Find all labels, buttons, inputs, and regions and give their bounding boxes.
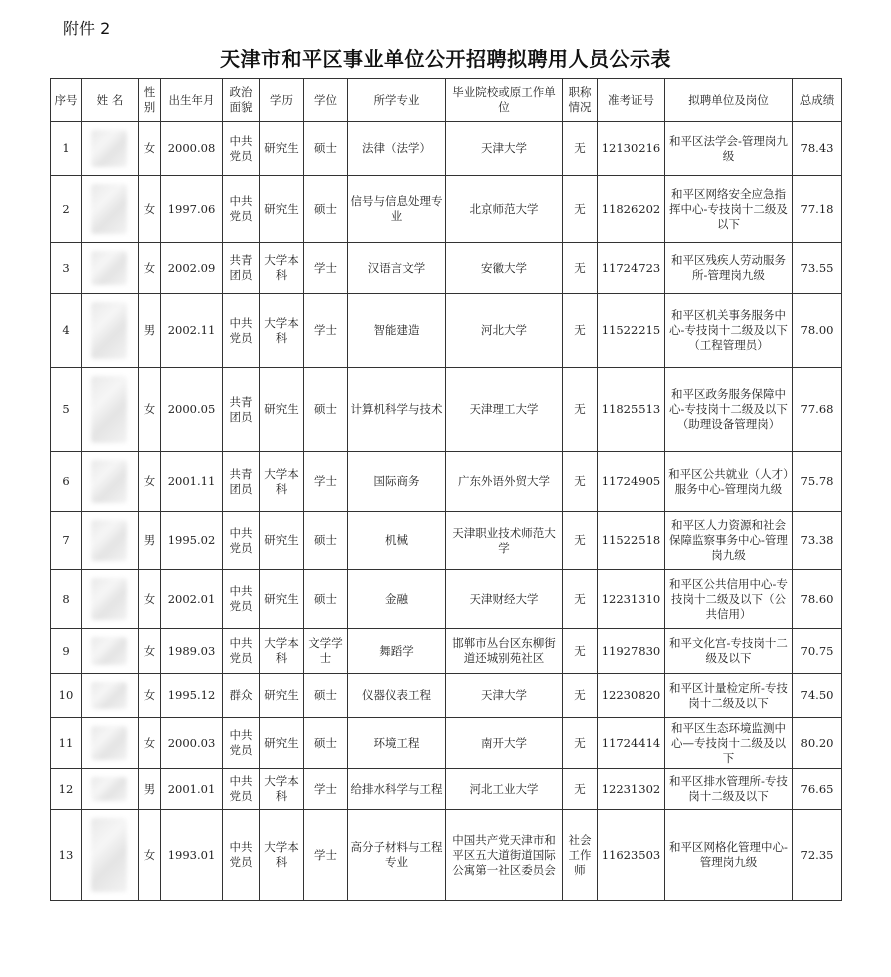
cell-major: 高分子材料与工程专业 [348, 810, 446, 901]
cell-politics: 共青团员 [223, 243, 260, 294]
cell-title-status: 社会工作师 [563, 810, 598, 901]
cell-birth: 2002.11 [161, 294, 223, 368]
cell-birth: 2001.11 [161, 452, 223, 512]
redacted-name-blur [91, 818, 127, 892]
cell-gender: 女 [139, 176, 161, 243]
cell-title-status: 无 [563, 452, 598, 512]
table-row [51, 718, 842, 769]
document-title: 天津市和平区事业单位公开招聘拟聘用人员公示表 [220, 47, 671, 71]
cell-education: 大学本科 [260, 243, 304, 294]
cell-politics: 中共党员 [223, 629, 260, 674]
cell-birth: 1995.02 [161, 512, 223, 570]
cell-gender: 男 [139, 769, 161, 810]
cell-education: 研究生 [260, 368, 304, 452]
redacted-name-blur [91, 184, 127, 234]
cell-politics: 中共党员 [223, 512, 260, 570]
cell-position: 和平区公共信用中心-专技岗十二级及以下（公共信用） [665, 570, 793, 629]
cell-school: 广东外语外贸大学 [446, 452, 563, 512]
cell-education: 大学本科 [260, 769, 304, 810]
cell-name-redacted [82, 810, 139, 901]
cell-degree: 硕士 [304, 718, 348, 769]
cell-score: 70.75 [793, 629, 842, 674]
cell-seq: 5 [51, 368, 82, 452]
cell-education: 大学本科 [260, 452, 304, 512]
cell-name-redacted [82, 368, 139, 452]
cell-position: 和平文化宫-专技岗十二级及以下 [665, 629, 793, 674]
cell-seq: 13 [51, 810, 82, 901]
cell-school: 天津职业技术师范大学 [446, 512, 563, 570]
cell-gender: 女 [139, 810, 161, 901]
redacted-name-blur [91, 682, 127, 709]
cell-name-redacted [82, 769, 139, 810]
cell-politics: 中共党员 [223, 294, 260, 368]
cell-school: 中国共产党天津市和平区五大道街道国际公寓第一社区委员会 [446, 810, 563, 901]
cell-title-status: 无 [563, 122, 598, 176]
redacted-name-blur [91, 520, 127, 561]
cell-politics: 中共党员 [223, 122, 260, 176]
redacted-name-blur [91, 251, 127, 285]
cell-position: 和平区机关事务服务中心-专技岗十二级及以下（工程管理员） [665, 294, 793, 368]
cell-birth: 1995.12 [161, 674, 223, 718]
table-row [51, 368, 842, 452]
cell-gender: 男 [139, 512, 161, 570]
header-birth: 出生年月 [161, 79, 223, 122]
cell-name-redacted [82, 243, 139, 294]
cell-title-status: 无 [563, 512, 598, 570]
cell-title-status: 无 [563, 674, 598, 718]
cell-gender: 女 [139, 674, 161, 718]
cell-position: 和平区生态环境监测中心—专技岗十二级及以下 [665, 718, 793, 769]
header-score: 总成绩 [793, 79, 842, 122]
table-row [51, 674, 842, 718]
cell-exam-no: 12130216 [598, 122, 665, 176]
redacted-name-blur [91, 302, 127, 359]
table-row [51, 512, 842, 570]
applicant-table [50, 78, 842, 901]
cell-degree: 学士 [304, 294, 348, 368]
cell-school: 北京师范大学 [446, 176, 563, 243]
cell-gender: 女 [139, 570, 161, 629]
redacted-name-blur [91, 726, 127, 760]
redacted-name-blur [91, 777, 127, 801]
header-exam-no: 准考证号 [598, 79, 665, 122]
cell-birth: 2000.08 [161, 122, 223, 176]
cell-name-redacted [82, 122, 139, 176]
cell-education: 研究生 [260, 512, 304, 570]
cell-degree: 硕士 [304, 368, 348, 452]
cell-school: 天津理工大学 [446, 368, 563, 452]
cell-name-redacted [82, 570, 139, 629]
cell-name-redacted [82, 674, 139, 718]
cell-score: 72.35 [793, 810, 842, 901]
cell-politics: 中共党员 [223, 176, 260, 243]
attachment-label: 附件 2 [63, 19, 111, 38]
header-major: 所学专业 [348, 79, 446, 122]
cell-major: 给排水科学与工程 [348, 769, 446, 810]
cell-score: 73.55 [793, 243, 842, 294]
cell-education: 研究生 [260, 176, 304, 243]
table-row [51, 122, 842, 176]
cell-name-redacted [82, 718, 139, 769]
header-degree: 学位 [304, 79, 348, 122]
cell-education: 研究生 [260, 674, 304, 718]
cell-school: 天津财经大学 [446, 570, 563, 629]
cell-school: 南开大学 [446, 718, 563, 769]
cell-school: 邯郸市丛台区东柳街道还城别苑社区 [446, 629, 563, 674]
cell-major: 国际商务 [348, 452, 446, 512]
cell-score: 76.65 [793, 769, 842, 810]
cell-degree: 硕士 [304, 122, 348, 176]
header-gender: 性别 [139, 79, 161, 122]
cell-degree: 学士 [304, 769, 348, 810]
cell-seq: 12 [51, 769, 82, 810]
cell-position: 和平区法学会-管理岗九级 [665, 122, 793, 176]
cell-school: 河北大学 [446, 294, 563, 368]
header-seq: 序号 [51, 79, 82, 122]
cell-degree: 学士 [304, 243, 348, 294]
redacted-name-blur [91, 637, 127, 665]
cell-exam-no: 11522518 [598, 512, 665, 570]
cell-position: 和平区网格化管理中心-管理岗九级 [665, 810, 793, 901]
cell-degree: 硕士 [304, 512, 348, 570]
cell-gender: 女 [139, 629, 161, 674]
cell-politics: 中共党员 [223, 718, 260, 769]
cell-major: 智能建造 [348, 294, 446, 368]
table-header-row [51, 79, 842, 122]
cell-gender: 男 [139, 294, 161, 368]
cell-exam-no: 12230820 [598, 674, 665, 718]
cell-score: 78.00 [793, 294, 842, 368]
cell-education: 大学本科 [260, 629, 304, 674]
cell-score: 77.18 [793, 176, 842, 243]
header-education: 学历 [260, 79, 304, 122]
cell-score: 77.68 [793, 368, 842, 452]
cell-exam-no: 11623503 [598, 810, 665, 901]
cell-exam-no: 12231302 [598, 769, 665, 810]
cell-score: 78.43 [793, 122, 842, 176]
header-school: 毕业院校或原工作单位 [446, 79, 563, 122]
cell-birth: 2000.05 [161, 368, 223, 452]
cell-title-status: 无 [563, 294, 598, 368]
cell-position: 和平区公共就业（人才）服务中心-管理岗九级 [665, 452, 793, 512]
cell-exam-no: 11724414 [598, 718, 665, 769]
cell-education: 研究生 [260, 718, 304, 769]
cell-birth: 2001.01 [161, 769, 223, 810]
cell-major: 环境工程 [348, 718, 446, 769]
table-row [51, 452, 842, 512]
cell-seq: 6 [51, 452, 82, 512]
cell-exam-no: 11927830 [598, 629, 665, 674]
cell-politics: 共青团员 [223, 452, 260, 512]
cell-position: 和平区人力资源和社会保障监察事务中心-管理岗九级 [665, 512, 793, 570]
cell-major: 舞蹈学 [348, 629, 446, 674]
cell-exam-no: 11724723 [598, 243, 665, 294]
table-row [51, 570, 842, 629]
cell-score: 80.20 [793, 718, 842, 769]
cell-politics: 中共党员 [223, 810, 260, 901]
table-body [51, 122, 842, 901]
cell-title-status: 无 [563, 176, 598, 243]
table-row [51, 294, 842, 368]
cell-title-status: 无 [563, 629, 598, 674]
cell-birth: 2002.01 [161, 570, 223, 629]
cell-title-status: 无 [563, 243, 598, 294]
cell-score: 73.38 [793, 512, 842, 570]
redacted-name-blur [91, 460, 127, 503]
cell-seq: 4 [51, 294, 82, 368]
cell-score: 74.50 [793, 674, 842, 718]
cell-position: 和平区政务服务保障中心-专技岗十二级及以下（助理设备管理岗） [665, 368, 793, 452]
cell-seq: 8 [51, 570, 82, 629]
cell-birth: 1989.03 [161, 629, 223, 674]
cell-exam-no: 11825513 [598, 368, 665, 452]
cell-exam-no: 12231310 [598, 570, 665, 629]
cell-gender: 女 [139, 122, 161, 176]
cell-seq: 11 [51, 718, 82, 769]
cell-seq: 9 [51, 629, 82, 674]
cell-exam-no: 11826202 [598, 176, 665, 243]
cell-school: 天津大学 [446, 122, 563, 176]
redacted-name-blur [91, 578, 127, 620]
cell-gender: 女 [139, 452, 161, 512]
cell-degree: 学士 [304, 810, 348, 901]
cell-position: 和平区计量检定所-专技岗十二级及以下 [665, 674, 793, 718]
cell-birth: 1997.06 [161, 176, 223, 243]
cell-birth: 1993.01 [161, 810, 223, 901]
cell-seq: 3 [51, 243, 82, 294]
cell-seq: 7 [51, 512, 82, 570]
cell-degree: 硕士 [304, 176, 348, 243]
table-row [51, 810, 842, 901]
cell-degree: 硕士 [304, 570, 348, 629]
cell-score: 75.78 [793, 452, 842, 512]
cell-politics: 中共党员 [223, 570, 260, 629]
table-row [51, 629, 842, 674]
cell-title-status: 无 [563, 718, 598, 769]
cell-education: 研究生 [260, 122, 304, 176]
cell-school: 安徽大学 [446, 243, 563, 294]
header-title-status: 职称情况 [563, 79, 598, 122]
header-name: 姓 名 [82, 79, 139, 122]
cell-title-status: 无 [563, 570, 598, 629]
cell-seq: 10 [51, 674, 82, 718]
cell-name-redacted [82, 294, 139, 368]
cell-position: 和平区残疾人劳动服务所-管理岗九级 [665, 243, 793, 294]
cell-education: 大学本科 [260, 810, 304, 901]
cell-education: 研究生 [260, 570, 304, 629]
cell-exam-no: 11724905 [598, 452, 665, 512]
cell-birth: 2002.09 [161, 243, 223, 294]
cell-school: 天津大学 [446, 674, 563, 718]
cell-gender: 女 [139, 368, 161, 452]
table-row [51, 176, 842, 243]
cell-name-redacted [82, 512, 139, 570]
cell-degree: 硕士 [304, 674, 348, 718]
cell-seq: 2 [51, 176, 82, 243]
cell-score: 78.60 [793, 570, 842, 629]
cell-politics: 群众 [223, 674, 260, 718]
cell-major: 计算机科学与技术 [348, 368, 446, 452]
redacted-name-blur [91, 130, 127, 167]
cell-major: 仪器仪表工程 [348, 674, 446, 718]
table-row [51, 243, 842, 294]
table-row [51, 769, 842, 810]
cell-politics: 中共党员 [223, 769, 260, 810]
redacted-name-blur [91, 376, 127, 443]
cell-exam-no: 11522215 [598, 294, 665, 368]
cell-gender: 女 [139, 718, 161, 769]
cell-position: 和平区网络安全应急指挥中心-专技岗十二级及以下 [665, 176, 793, 243]
cell-major: 法律（法学） [348, 122, 446, 176]
cell-name-redacted [82, 629, 139, 674]
cell-degree: 文学学士 [304, 629, 348, 674]
cell-degree: 学士 [304, 452, 348, 512]
cell-politics: 共青团员 [223, 368, 260, 452]
header-politics: 政治面貌 [223, 79, 260, 122]
cell-school: 河北工业大学 [446, 769, 563, 810]
cell-education: 大学本科 [260, 294, 304, 368]
cell-birth: 2000.03 [161, 718, 223, 769]
cell-gender: 女 [139, 243, 161, 294]
cell-major: 信号与信息处理专业 [348, 176, 446, 243]
cell-title-status: 无 [563, 769, 598, 810]
cell-major: 金融 [348, 570, 446, 629]
header-position: 拟聘单位及岗位 [665, 79, 793, 122]
cell-seq: 1 [51, 122, 82, 176]
cell-name-redacted [82, 452, 139, 512]
cell-title-status: 无 [563, 368, 598, 452]
cell-major: 汉语言文学 [348, 243, 446, 294]
cell-position: 和平区排水管理所-专技岗十二级及以下 [665, 769, 793, 810]
cell-name-redacted [82, 176, 139, 243]
cell-major: 机械 [348, 512, 446, 570]
